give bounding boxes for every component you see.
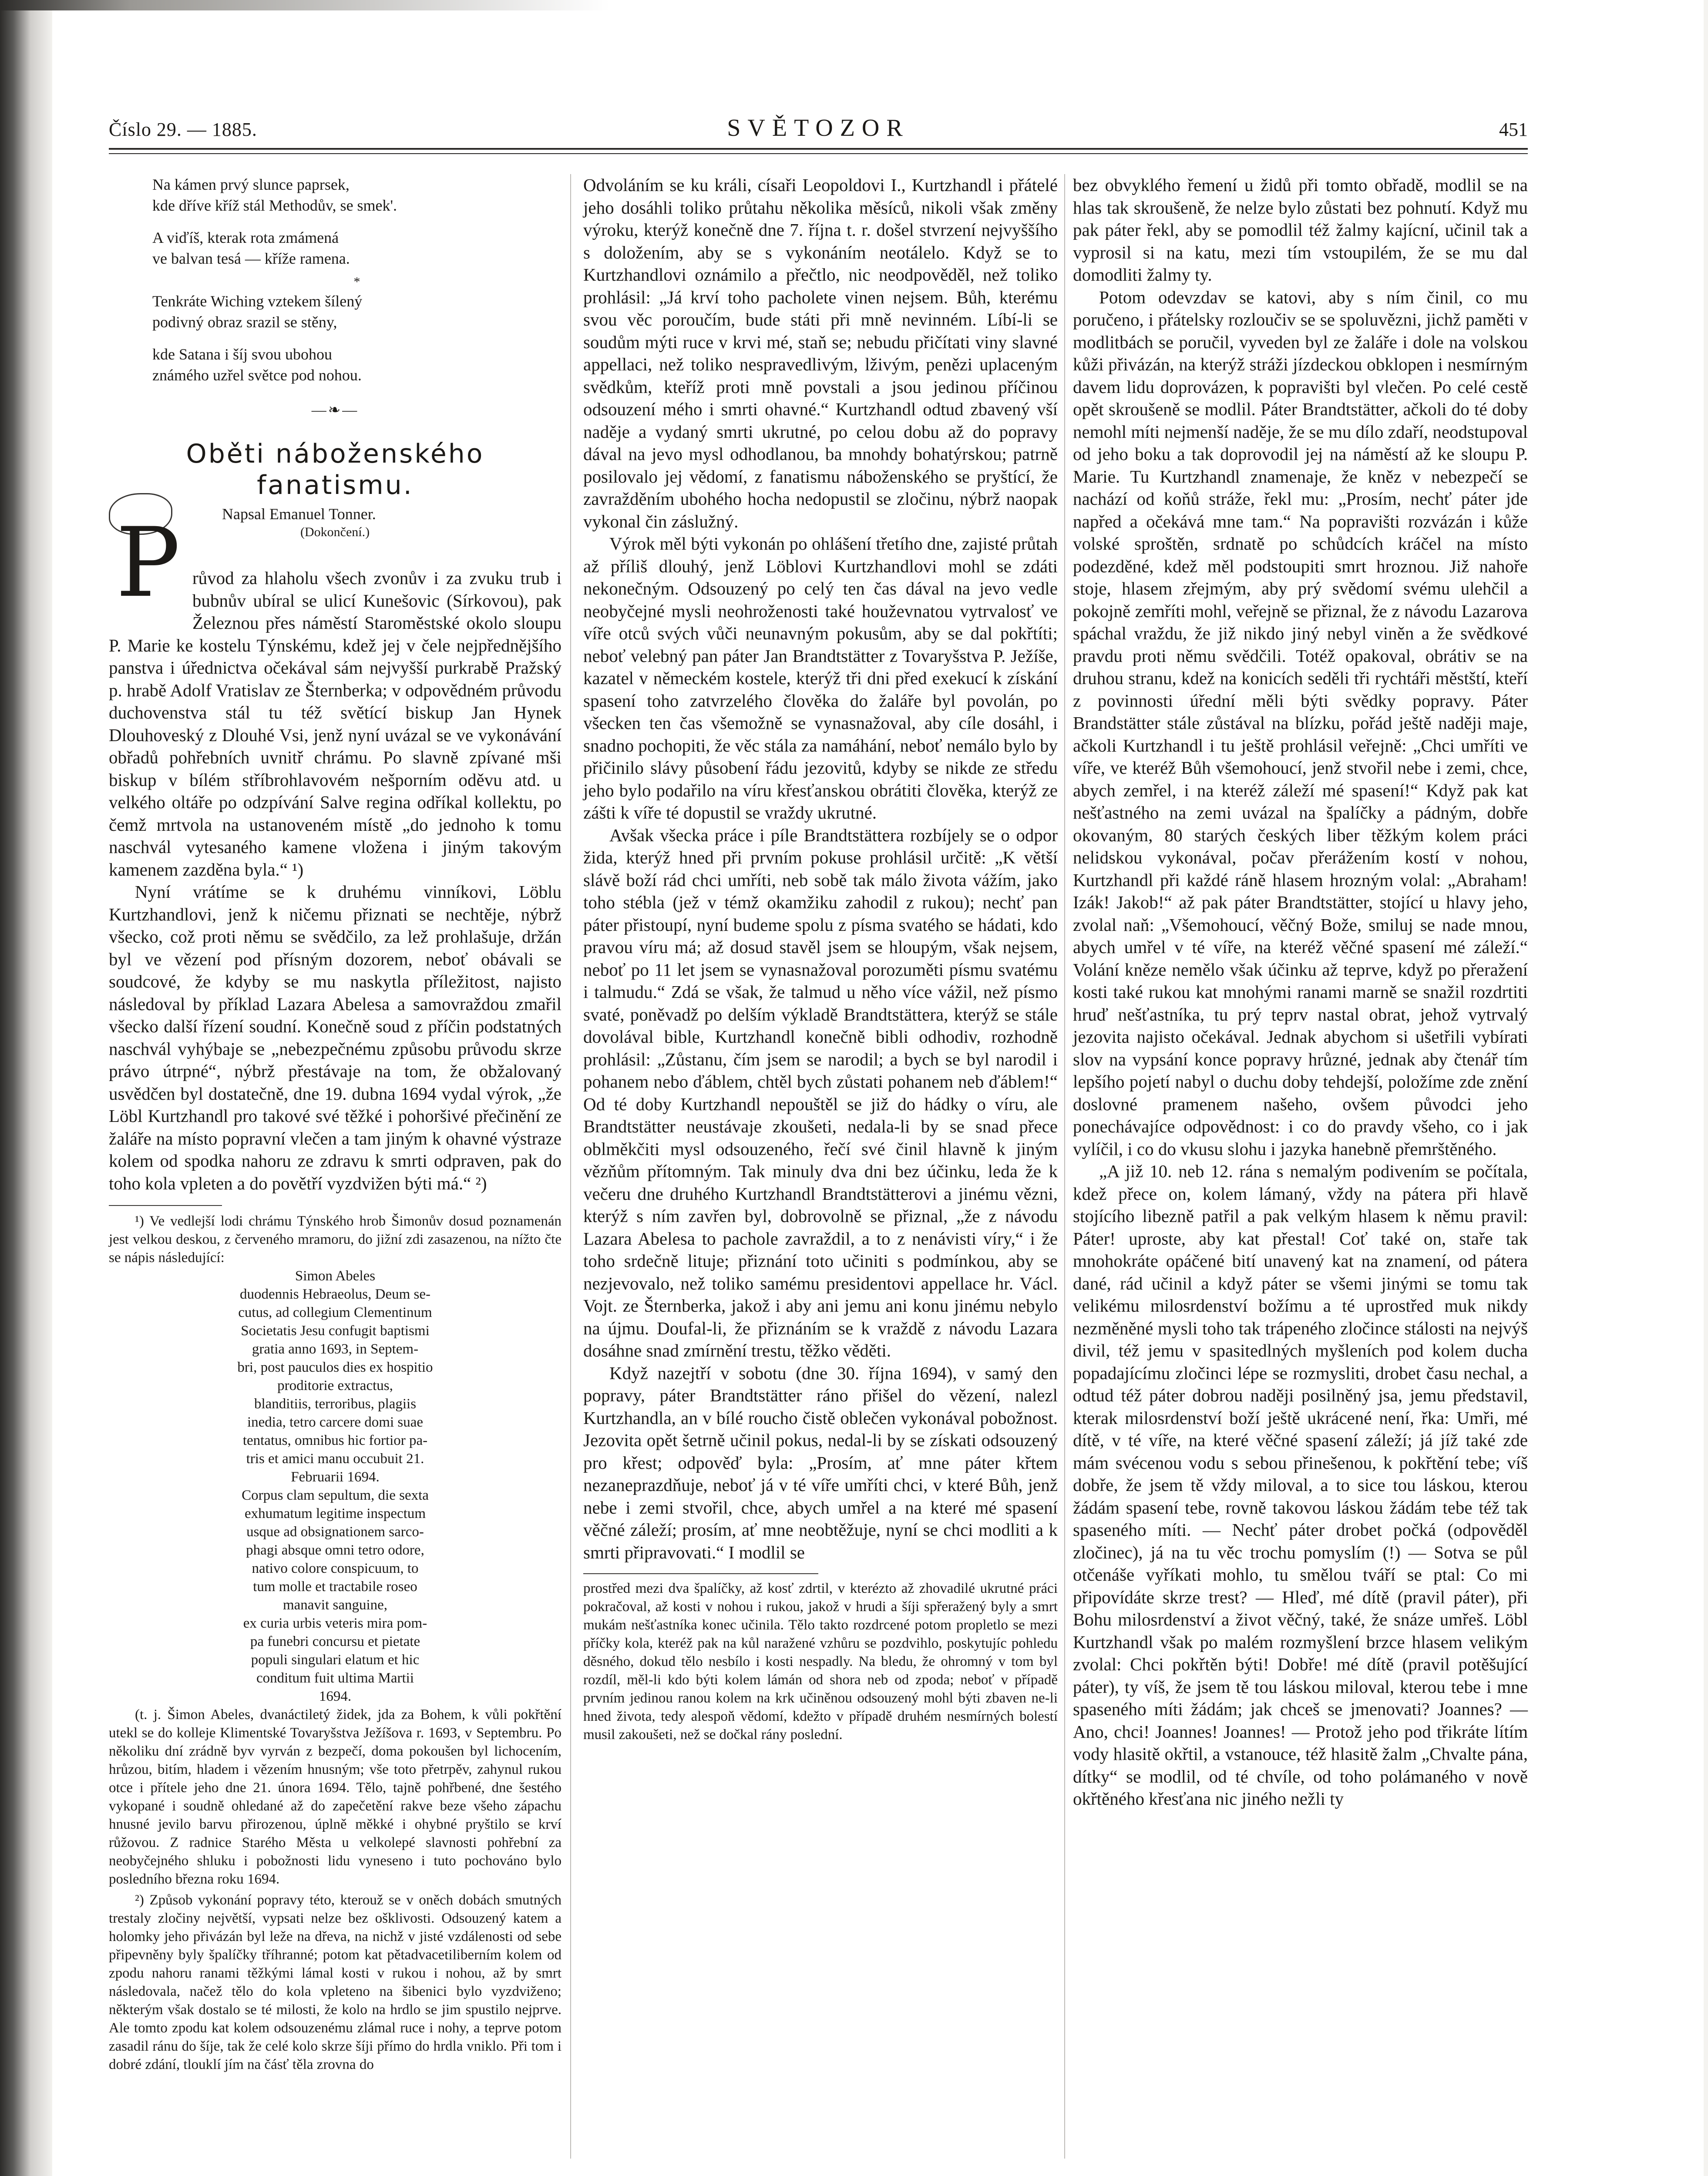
page-header [109, 114, 1528, 149]
inscription-line: cutus, ad collegium Clementinum [238, 1305, 432, 1320]
inscription-line: exhumatum legitime inspectum [244, 1506, 426, 1521]
inscription-line: ex curia urbis veteris mira pom- [243, 1615, 427, 1631]
page-right-edge [1704, 0, 1708, 2176]
poem-line: ve balvan tesá — kříže ramena. [152, 250, 350, 267]
poem-line: známého uzřel světce pod nohou. [152, 366, 362, 384]
inscription-line: gratia anno 1693, in Septem- [252, 1341, 419, 1357]
paragraph: Potom odevzdav se katovi, aby s ním činil, co mu poručeno, i přátelsky rozloučiv se se spoluvězni, jichž paměti v modlitbách se poručil, vyveden byl ze žaláře i dole na volskou kůži přivázán, na kterýž stráži jízdeckou obklopen i nesmírným davem lidu doprovázen, k popravišti byl vlečen. Po celé cestě opět skroušeně se modlil. Páter Brandtstätter, ačkoli do té doby nemohl míti nejmenší naděje, že se mu dílo zdaří, neodstupoval od jeho boku a tak doprovodil jej na náměstí až ke sloupu P. Marie. Tu Kurtzhandl znamenaje, že kněz v nebezpečí se nachází od koňů stráže, řekl mu: „Prosím, nechť páter jde napřed a očekává mne tam.“ Na popravišti rozvázán i kůže volské sproštěn, srdnatě po schůdcích kráčel na místo podezděné, kdež měl podstoupiti smrt hroznou. Již nahoře stoje, hlasem zřejmým, aby prý svědomí svému ulehčil a pokojně zemříti mohl, veřejně se přiznal, že z návodu Lazarova spáchal vraždu, že již nikdo jiný nebyl viněn a že svědkové pravdu proti němu svědčili. Totéž opakoval, obrátiv se na druhou stranu, kdež na konicích seděli tři rychtáři městští, kteří z povinnosti úřední měli býti svědky popravy. Páter Brandstätter stále zůstával na blízku, pořád ještě naději maje, ačkoli Kurtzhandl i tu ještě prohlásil veřejně: „Chci umříti ve víře, ve kteréž Bůh všemohoucí, jenž stvořil nebe i zemi, chce, abych zemřel, i na kteréž záleží mé spasení!“ Když pak kat nešťastného na zemi uvázal na špalíčky a pádným, dobře okovaným, 80 starých českých liber těžkým kolem práci nelidskou vykonával, počav přerážením kostí v nohou, Kurtzhandl při každé ráně hlasem hrozným volal: „Abraham! Izák! Jakob!“ až pak páter Brandtstätter, stojící u hlavy jeho, zvolal naň: „Všemohoucí, věčný Bože, smiluj se nade mnou, abych umřel v té víře, na kteréž věčné spasení mé záleží.“ Volání kněze nemělo však účinku až teprve, když po přeražení kosti také rukou kat mnohými ranami marně se snažil rozdrtiti hruď nešťastníka, tu prý teprv nastal obrat, jehož vytrvalý jezovita najisto očekával. Jednak abychom si ušetřili vybírati slov na vypsání konce popravy hrůzné, jednak aby čtenář tím lepšího pojetí nabyl o duchu doby tehdejší, položíme zde znění doslovné pramenem našeho, ovšem původci jeho ponechávajíce odpovědnost: i co do pravdy všeho, co i jak vylíčil, i co do vkusu slohu i jazyka hanebně přemrštěného. [1073, 287, 1528, 1159]
poem-stanza [152, 227, 561, 269]
latin-inscription [135, 1267, 535, 1706]
inscription-line: duodennis Hebraeolus, Deum se- [239, 1286, 431, 1302]
ornamental-initial [109, 507, 187, 624]
poem-line: Tenkráte Wiching vztekem šílený [152, 292, 363, 310]
paragraph: Nyní vrátíme se k druhému vinníkovi, Löblu Kurtzhandlovi, jenž k ničemu přiznati se nechtěje, nýbrž všecko, což proti němu se svědčilo, za lež prohlašuje, držán byl ve vězení pod přísným dozorem, neboť obávali se soudcové, že kdyby se mu naskytla příležitost, najisto následoval by příklad Lazara Abelesa a samovraždou zmařil všecko další řízení soudní. Konečně soud z příčin podstatných naschvál vyhýbaje se „nebezpečnému způsobu průvodu skrze právo útrpné“, nýbrž přestávaje na tom, že obžalovaný usvědčen byl dostatečně, dne 19. dubna 1694 vydal výrok, „že Löbl Kurtzhandl pro takové své těžké i pohoršivé přečinění ze žaláře na místo popravní vlečen a tam jiným k ohavné výstraze kolem od spodka nahoru ze zdravu k smrti odpraven, pak do toho kola vpleten a do povětří vyzdvižen býti má.“ ²) [109, 882, 561, 1193]
footnote-rule [583, 1573, 818, 1574]
paragraph: bez obvyklého řemení u židů při tomto obřadě, modlil se na hlas tak skroušeně, že nelze bylo zůstati bez pohnutí. Když mu pak páter řekl, aby se pomodlil též žalmy kajícní, učinil tak a vyprosil si na katu, mezi tím vstoupilém, že se mu dal domodliti žalmy ty. [1073, 175, 1528, 285]
inscription-line: populi singulari elatum et hic [251, 1652, 420, 1668]
footnote-continuation: prostřed mezi dva špalíčky, až kosť zdrtil, v kterézto až zhovadilé ukrutné práci pokračoval, až kosti v nohou i rukou, jakož v hrudi a šíji spřeražený byly a smrt mukám nešťastníka konec učinila. Tělo takto rozdrcené potom propletlo se mezi příčky kola, kteréž pak na kůl naražené vzhůru se pozdvihlo, poskytujíc pohledu děsného, dokud tělo nesbílo i kosti nespadly. Na bledu, že ohromný v tom byl rozdíl, měl-li kdo býti kolem lámán od shora neb od zpoda; neboť v případě prvním jedinou ranou kolem na krk učiněnou odsouzený mohl býti zbaven ne-li hned života, tedy alespoň vědomí, kdežto v případě druhém nesmírných bolestí musil zakoušeti, než se dočkal rány poslední. [583, 1581, 1058, 1743]
footnotes [109, 1212, 561, 2074]
inscription-line: pa funebri concursu et pietate [250, 1634, 420, 1649]
header-rule [109, 148, 1528, 154]
footnote-2: ²) Způsob vykonání popravy této, kterouž se v oněch dobách smutných trestaly zločiny největší, vypsati nelze bez ošklivosti. Odsouzený katem a holomky jeho přivázán byl leže na dřeva, na nichž v jisté vzdálenosti od sebe připevněny byly špalíčky tříhranné; potom kat pětadvacetiliberním kolem od zpodu nahoru ranami těžkými lámal kosti v rukou i nohou, až by smrt následovala, načež tělo do kola vpleteno na šibenici bylo vyzdviženo; některým však dostalo se té milosti, že kolo na hrdlo se jim spustilo nejprve. Ale tomto zpodu kat kolem odsouzenému zlámal ruce i nohy, a teprve potom zasadil ránu do šíje, tak že celé kolo skrze šíji přímo do hrdla vniklo. Při tom i dobré zdání, tlouklí jím na čásť těla zrovna do [109, 1892, 561, 2072]
footnote-1-intro: ¹) Ve vedlejší lodi chrámu Týnského hrob Šimonův dosud poznamenán jest velkou deskou, z červeného mramoru, do jižní zdi zasazenou, na nížto čte se nápis následující: [109, 1213, 561, 1266]
inscription-line: Corpus clam sepultum, die sexta [242, 1488, 429, 1503]
column-divider [1064, 174, 1065, 2159]
poem-line: kde Satana i šíj svou ubohou [152, 346, 332, 363]
inscription-line: blanditiis, terroribus, plagiis [254, 1396, 417, 1412]
column-3 [1073, 174, 1528, 1810]
column-divider [570, 174, 571, 2159]
poem-stanza [152, 174, 561, 216]
paragraph: Avšak všecka práce i píle Brandtstättera rozbíjely se o odpor žida, kterýž hned při prvním pokuse prohlásil určitě: „K větší slávě boží rád chci umříti, neb sobě tak málo života vážím, jako toho stébla (jež v témž okamžiku zahodil z rukou); nechť pan páter přistoupí, nyní budeme spolu z písma svatého se hádati, kdo pravou víru má; až dosud stavěl jsem se hloupým, však nejsem, neboť po 11 let jsem se vynasnažoval porozuměti písmu svatému i talmudu.“ Zdá se však, že talmud u něho více vážil, než písmo svaté, poněvadž po delším výkladě Brandtstättera, kterýž se stále dovolával bible, Kurtzhandl konečně bibli odhodiv, rozhodně prohlásil: „Zůstanu, čím jsem se narodil; a bych se byl narodil i pohanem nebo ďáblem, chtěl bych zůstati pohanem neb ďáblem!“ Od té doby Kurtzhandl nepouštěl se již do hádky o víru, ale Brandtstätter neustávaje zkoušeti, nedala-li by se snad přece oblměkčiti mysl odsouzeného, řečí své činil hlavně k jiným vězňům přítomným. Tak minuly dva dni bez účinku, leda že k večeru dne druhého Kurtzhandl Brandtstätterovi a jinému vězni, kterýž s ním zavřen byl, dobrovolně se přiznal, „že z návodu Lazara Abelesa to pachole zavraždil, a to z nenávisti víry,“ i že toho srdečně lituje; přiznání toto učiniti s podmínkou, aby se nezjevovalo, než toliko samému presidentovi appellace hr. Václ. Vojt. ze Šternberka, jakož i aby ani jemu ani konu jinému nebylo na újmu. Doufal-li, že přiznáním se k vraždě z návodu Lazara dosáhne snad zmírnění trestu, těžko věděti. [583, 825, 1058, 1360]
inscription-line: Simon Abeles [295, 1268, 376, 1284]
inscription-line: nativo colore conspicuum, to [252, 1561, 419, 1576]
inscription-line: 1694. [319, 1689, 352, 1704]
inscription-line: manavit sanguine, [282, 1597, 388, 1613]
inscription-line: Societatis Jesu confugit baptismi [241, 1323, 430, 1339]
paragraph: „A již 10. neb 12. rána s nemalým podivením se počítala, kdež přece on, kolem lámaný, vždy na pátera při hlavě stojícího libezně patřil a pak velkým hlasem k němu pravil: Páter! uproste, aby kat přestal! Coť také on, staře tak mnohokráte opáčené bití unavený kat na znamení, od pátera dané, rád učinil a když páter se všemi jinými se tomu tak velikému milosrdenství božímu a té uprostřed muk nikdy nezměněné mysli toho tak trápeného zločince stálosti na nejvýš divil, též jemu v spasitedlných myšleních pod kolem ducha popadajícímu zločinci lépe se rozmysliti, drobet času nechal, a odtud též páter dobrou naději posilněný jsa, jemu představil, kterak milosrdenství boží ještě ukrácené není, řka: Umři, mé dítě, v té víře, na které věčné spasení záleží; já jíž také zde mám svécenou vodu s sebou přinešenou, k pokřtění tebe; víš dobře, že jsem tě vždy miloval, a to sice tou láskou, kterou žádám spasení tebe, rovně takovou láskou žádám tebe též tak spaseného míti. — Nechť páter drobet počká (odpověděl zločinec), já na tu věc trochu pomyslím (!) — Sotva se půl otčenáše vyříkati mohlo, tu smělou tváří se ptal: Co mi připovídáte skrze trest? — Hleď, mé dítě (pravil páter), při Bohu milosrdenství a život věčný, také, že snáze umřeš. Löbl Kurtzhandl však po malém rozmyšlení brzce hlasem velikým zvolal: Chci pokřtěn býti! Dobře! mé dítě (pravil potěšující páter), ty víš, že jsem tě tou láskou miloval, kterou tebe i mne spaseného míti žádám; jak chceš se jmenovati? Joannes? — Ano, chci! Joannes! Joannes! — Protož jeho pod třikráte lítím vody hlasitě okřtil, a vstanouce, též hlasitě žalm „Chvalte pána, dítky“ se modlil, od té chvíle, od toho polámaného v nově okřtěného křesťana nic jiného nežli ty [1073, 1161, 1528, 1809]
article-author: Napsal Emanuel Tonner. [222, 505, 376, 523]
inscription-line: usque ad obsignationem sarco- [246, 1524, 424, 1540]
page-number: 451 [1499, 119, 1528, 140]
poem-stanza [152, 291, 561, 332]
journal-title: SVĚTOZOR [727, 114, 910, 141]
poem-line: kde dříve kříž stál Methodův, se smek'. [152, 197, 397, 214]
issue-number: Číslo 29. — 1885. [109, 119, 257, 140]
inscription-line: bri, post pauculos dies ex hospitio [237, 1360, 433, 1375]
column-1 [109, 174, 561, 2074]
inscription-line: tentatus, omnibus hic fortior pa- [242, 1433, 428, 1448]
inscription-line: tum molle et tractabile roseo [253, 1579, 417, 1595]
inscription-line: inedia, tetro carcere domi suae [247, 1414, 424, 1430]
footnote-1-translation: (t. j. Šimon Abeles, dvanáctiletý židek, jda za Bohem, k vůli pokřtění utekl se do kolleje Klimentské Tovaryšstva Ježíšova r. 1693, v Septembru. Po několiku dní zrádně byv vyrván z bezpečí, doma pokoušen byl lichocením, hrůzou, bitím, hladem i vězením hnusným; vše toto přetrpěv, zahynul rukou otce i přítele jeho dne 21. února 1694. Tělo, tajně pohřbené, dne šestého vykopané i soudně ohledané až do zapečetění rakve beze všeho zápachu hnusné jevilo barvu přirozenou, úplně měkké i ohybné pryštilo se krví růžovou. Z radnice Starého Města u velkolepé slavnosti pohřební za neobyčejného shluku i pobožnosti lidu vyneseno i tuto pochováno bylo posledního března roku 1694. [109, 1707, 561, 1887]
column-2 [583, 174, 1058, 1744]
section-flourish: —❧— [311, 402, 359, 418]
scan-top-edge [0, 0, 609, 10]
inscription-line: conditum fuit ultima Martii [256, 1670, 414, 1686]
poem-line: podivný obraz srazil se stěny, [152, 313, 337, 331]
initial-letter: P [115, 507, 181, 618]
footnote-rule [109, 1205, 222, 1206]
inscription-line: phagi absque omni tetro odore, [246, 1542, 424, 1558]
inscription-line: proditorie extractus, [277, 1378, 393, 1394]
scan-left-edge [0, 0, 52, 2176]
inscription-line: tris et amici manu occubuit 21. [246, 1451, 424, 1467]
paragraph: Odvoláním se ku králi, císaři Leopoldovi I., Kurtzhandl i přátelé jeho dosáhli toliko průtahu několika měsíců, nikoli však změny výroku, kterýž konečně dne 7. října t. r. došel stvrzení nejvyššího s doložením, aby se s vykonáním neotálelo. Když se to Kurtzhandlovi oznámilo a přečtlo, nic neodpověděl, než toliko prohlásil: „Já krví toho pacholete vinen nejsem. Bůh, kterému svou věc poroučím, bude státi při mně nevinném. Líbí-li se soudům mýti ruce v krvi mé, staň se; nebudu přičítati viny slavné appellaci, než toliko nespravedlivým, lživým, penězi uplaceným svědkům, kteříž proti mně povstali a jsou jedinou příčinou odsouzení mého i smrti ohavné.“ Kurtzhandl odtud zbavený vší naděje a vydaný smrti ukrutné, po celou dobu až do popravy dával na jevo mysl odhodlanou, ba mnohdy bohatýrskou; patrně posilovalo jej vědomí, z fanatismu náboženského se pryštící, že zavražděním ubohého hocha nedopustil se zločinu, nýbrž naopak vykonal čin záslužný. [583, 175, 1058, 531]
inscription-line: Februarii 1694. [291, 1469, 380, 1485]
poem-stanza [152, 344, 561, 386]
article-title: Oběti náboženského fanatismu. [186, 439, 484, 500]
poem-line: Na kámen prvý slunce paprsek, [152, 176, 350, 193]
poem [152, 174, 561, 386]
article-continuation-note: (Dokončení.) [300, 525, 370, 539]
paragraph: Výrok měl býti vykonán po ohlášení třetího dne, zajisté průtah až příliš dlouhý, jenž Löblovi Kurtzhandlovi mohl se zdáti nekonečným. Odsouzený po celý ten čas dával na jevo vedle neobyčejné mysli neohroženosti také houževnatou vytrvalosť ve víře otců svých vůči neunavným pokusům, aby se dal pokřtíti; neboť velebný pan páter Jan Brandtstätter z Tovaryšstva P. Ježíše, kazatel v německém kostele, kterýž tři dni před exekucí k získání spasení toho zatvrzelého člověka do žaláře byl povolán, po všecken ten čas všemožně se vynasnažoval, aby cíle dosáhl, i snadno pochopiti, že věc stála za namáhání, neboť nemálo bylo by přičinilo slávy působení řádu jezovitů, kdyby se nikde ze středu jeho bylo podařilo na víru křesťanskou obrátiti člověka, kterýž ze zášti k víře té dopustil se vraždy ukrutné. [583, 534, 1058, 823]
stanza-separator: * [353, 275, 360, 289]
paragraph-text: růvod za hlaholu všech zvonův i za zvuku trub i bubnův ubíral se ulicí Kunešovic (Sírkovou), pak Železnou přes náměstí Staroměstské okolo sloupu P. Marie ke kostelu Týnskému, kdež jej v čele nejpřednějšího panstva i úřednictva očekával sám nejvyšší purkrabě Pražský p. hrabě Adolf Vratislav ze Šternberka; v odpovědném průvodu duchovenstva stál tu též světící biskup Jan Hynek Dlouhoveský z Dlouhé Vsi, jenž nyní uvázal se ve vykonávání obřadů pohřebních uvnitř chrámu. Po slavně zpívané mši biskup v bílém stříbrohlavovém nešporním oděvu atd. u velkého oltáře po odzpívání Salve regina odříkal kollektu, po čemž mrtvola na ustanoveném místě „do jednoho k tomu naschvál vytesaného kamene vložena i jiným takovým kamenem zazděna byla.“ ¹) [109, 568, 561, 880]
paragraph: Když nazejtří v sobotu (dne 30. října 1694), v samý den popravy, páter Brandtstätter ráno přišel do vězení, nalezl Kurtzhandla, an v bílé roucho čistě oblečen vykonával pobožnost. Jezovita opět šetrně učinil pokus, nedal-li by se získati odsouzený pro křest; odpověď byla: „Prosím, ať mne páter křtem nezaneprazdňuje, neboť já v té víře umříti chci, v které Bůh, jenž nebe i zemi stvořil, chce, abych umřel a na které mé spasení věčné záleží; prosím, ať mne neobtěžuje, nyní se chci modliti a k smrti připravovati.“ I modlil se [583, 1363, 1058, 1562]
poem-line: A viďíš, kterak rota zmámená [152, 229, 339, 246]
